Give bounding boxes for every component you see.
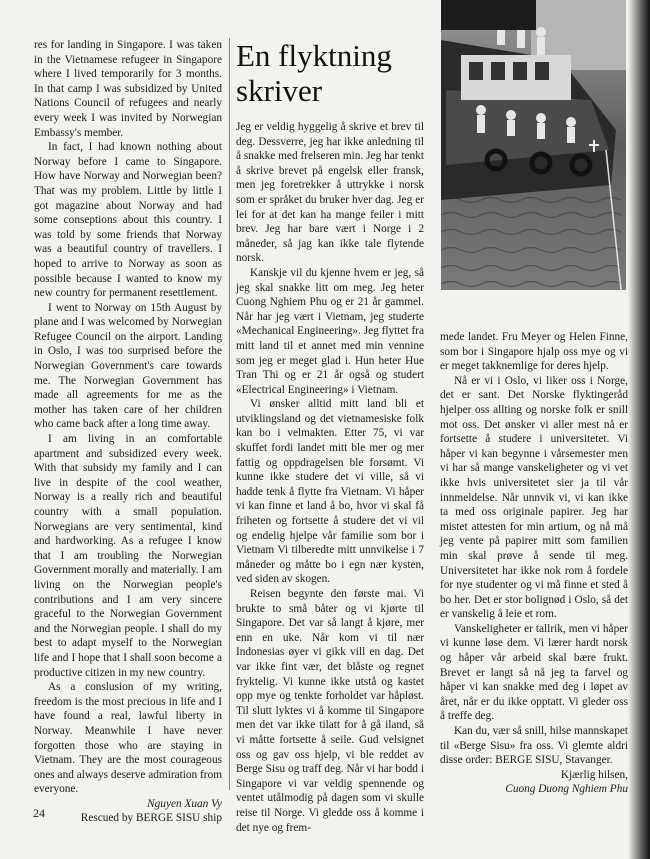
norwegian-paragraph-5: mede landet. Fru Meyer og Helen Finne, som bor i Singapore hjalp oss mye og vi er meget takknemlige for deres hjelp. <box>440 331 628 373</box>
norwegian-letter-column-1 <box>236 120 424 835</box>
article-headline <box>236 38 436 108</box>
norwegian-letter-column-2 <box>440 330 628 797</box>
closing-greeting: Kjærlig hilsen, <box>560 768 628 781</box>
page-edge-shadow <box>628 0 650 859</box>
norwegian-paragraph-4: Reisen begynte den første mai. Vi brukte to små båter og vi kjørte til Singapore. Det var så langt å kjøre, mer enn en uke. Når kom vi til nær Indonesias øyer vi gikk vill en dag. Det var ikke fint vær, det blåste og regnet fryktelig. Vi kunne ikke utstå og kastet opp mye og tenkte forholdet var håpløst. Til slutt lyktes vi å komme til Singapore men det var ikke tilatt for å gå iland, så vi måtte fortsette å seile. Gud velsignet oss og gav oss hjelp, vi ble reddet av Berge Sisu og traff deg. Når vi har bodd i Singapore vi var veldig spennende og ventet utålmodig på dagen som vi skulle reise til Norge. Vi gledde oss å komme i det nye og frem- <box>236 588 424 834</box>
english-paragraph-5: As a conslusion of my writing, freedom is the most precious in life and I have found a real, lawful liberty in Norway. Meanwhile I have never forgotten those who are staying in Vietnam. They are the most courageous ones and always deserve admiration from everyone. <box>34 681 222 796</box>
norwegian-paragraph-8: Kan du, vær så snill, hilse mannskapet til «Berge Sisu» fra oss. Vi glemte aldri disse order: BERGE SISU, Stavanger. <box>440 725 628 767</box>
rescued-by-line: Rescued by BERGE SISU ship <box>80 812 222 825</box>
norwegian-signature: Cuong Duong Nghiem Phu <box>505 783 628 796</box>
english-letter-column <box>34 38 222 826</box>
headline-line-1: En flyktning <box>236 38 392 73</box>
english-paragraph-4: I am living in an comfortable apartment and subsidized every week. With that subsidy my family and I can live in despite of the cool weather, Norway is a really rich and beautiful country with a small population. Norwegians are very sentimental, kind and hardworking. As a refugee I know that I am troubling the Norwegian Government morally and materially. I am living on the Norwegian people's contributions and I am very sincere graceful to the Norwegian Government and the Norwegian people. I shall do my best to adapt myself to the Norwegian life and I hope that I shall soon become a productive citizen in my new country. <box>34 433 222 679</box>
column-divider <box>229 38 230 790</box>
boat-photo-image <box>441 0 626 290</box>
refugee-boat-photo <box>441 0 626 290</box>
headline-line-2: skriver <box>236 73 323 108</box>
norwegian-paragraph-6: Nå er vi i Oslo, vi liker oss i Norge, det er sant. Det Norske flyktingeråd hjelper oss allting og norske folk er snill mot oss. Det ønsker vi aller mest nå er fortsette å studere i universitetet. Vi håper vi kan begynne i vårsemester men vi har så mange vanskeligheter og vi vet ikke hvis universitetet sier ja til vår innmeldelse. Når unnvik vi, vi kan ikke ta med oss originale papirer. Jeg har mistet attesten for min artium, og nå må jeg vente på papirer mitt som familien min skal prøve å sende til meg. Universitetet har ikke nok rom å fordele for nye studenter og vi må finne et sted å bo her. Det er stor bolignød i Oslo, så det er vanskelig å leie et rom. <box>440 374 628 621</box>
english-signature: Nguyen Xuan Vy <box>147 797 222 810</box>
norwegian-paragraph-1: Jeg er veldig hyggelig å skrive et brev til deg. Dessverre, jeg har ikke anledning til å snakke med frelseren min. Jeg har tenkt å skrive brevet på engelsk eller fransk, men jeg foretrekker å uttrykke i norsk som er språket du bruker hver dag. Jeg er lei for at det kan ha mange feiler i mitt brev. Jeg har bare vært i Norge i 2 måneder, så jag kan ikke tale flytende norsk. <box>236 121 424 265</box>
english-paragraph-2: In fact, I had known nothing about Norway before I came to Singapore. How have Norway and Norwegian been? That was my problem. Little by little I got magazine about Norway and had some conseptions about this country. I was told by some friends that Norway was a beautiful country of travellers. I hoped to arrive to Norway as soon as possible because I wanted to know my new country for permanent resettlement. <box>34 141 222 300</box>
norwegian-paragraph-2: Kanskje vil du kjenne hvem er jeg, så jeg skal snakke litt om meg. Jeg heter Cuong Nghiem Phu og er 21 år gammel. Når har jeg vært i Vietnam, jeg studerte «Mechanical Engineering». Jeg flyttet fra mitt land til et annet med min vennine som jeg er meget glad i. Hun heter Hue Tran Thi og er 21 år også og studert «Electrical Engineering» i Vietnam. <box>236 266 424 396</box>
norwegian-paragraph-3: Vi ønsker alltid mitt land bli et utviklingsland og det vietnamesiske folk kan bo i velmakten. Etter 75, vi var skuffet fordi landet mitt ble mer og mer fattig og oppdragelsen ble forsømt. Vi kunne ikke studere det vi ville, så vi hadde tenk å flytte fra Vietnam. Vi håper vi kan finne et land å bo, hvor vi skal få friheten og fortsette å studere det vi vil og endelig hjelpe vår familie som bor i Vietnam Vi tilberedte mitt unnvikelse i 7 måneder og måtte bo i egn nær kysten, ved siden av skogen. <box>236 398 424 586</box>
norwegian-paragraph-7: Vanskeligheter er tallrik, men vi håper vi kunne løse dem. Vi lærer hardt norsk og håper vår arbeid skal bære frukt. Brevet er langt så nå jeg ta farvel og håper vi kan snakke med deg i løpet av året, når er du ikke opptatt. Vi gleder oss å treffe deg. <box>440 622 628 723</box>
english-paragraph-1: res for landing in Singapore. I was taken in the Vietnamese refugeer in Singapore where I lived temporarily for 3 months. In that camp I was subsidized by United Nations Council of refugees and nearly every week I was invited by Norwegian Embassy's member. <box>34 39 222 139</box>
page-number: 24 <box>33 806 45 820</box>
english-paragraph-3: I went to Norway on 15th August by plane and I was welcomed by Norwegian Refugee Council on the airport. Landing in Oslo, I was too surprised before the Norwegian Government's care towards me. The Norwegian Government has made all agreements for me as the mother has taken care of her children who came back after a long time away. <box>34 301 222 431</box>
